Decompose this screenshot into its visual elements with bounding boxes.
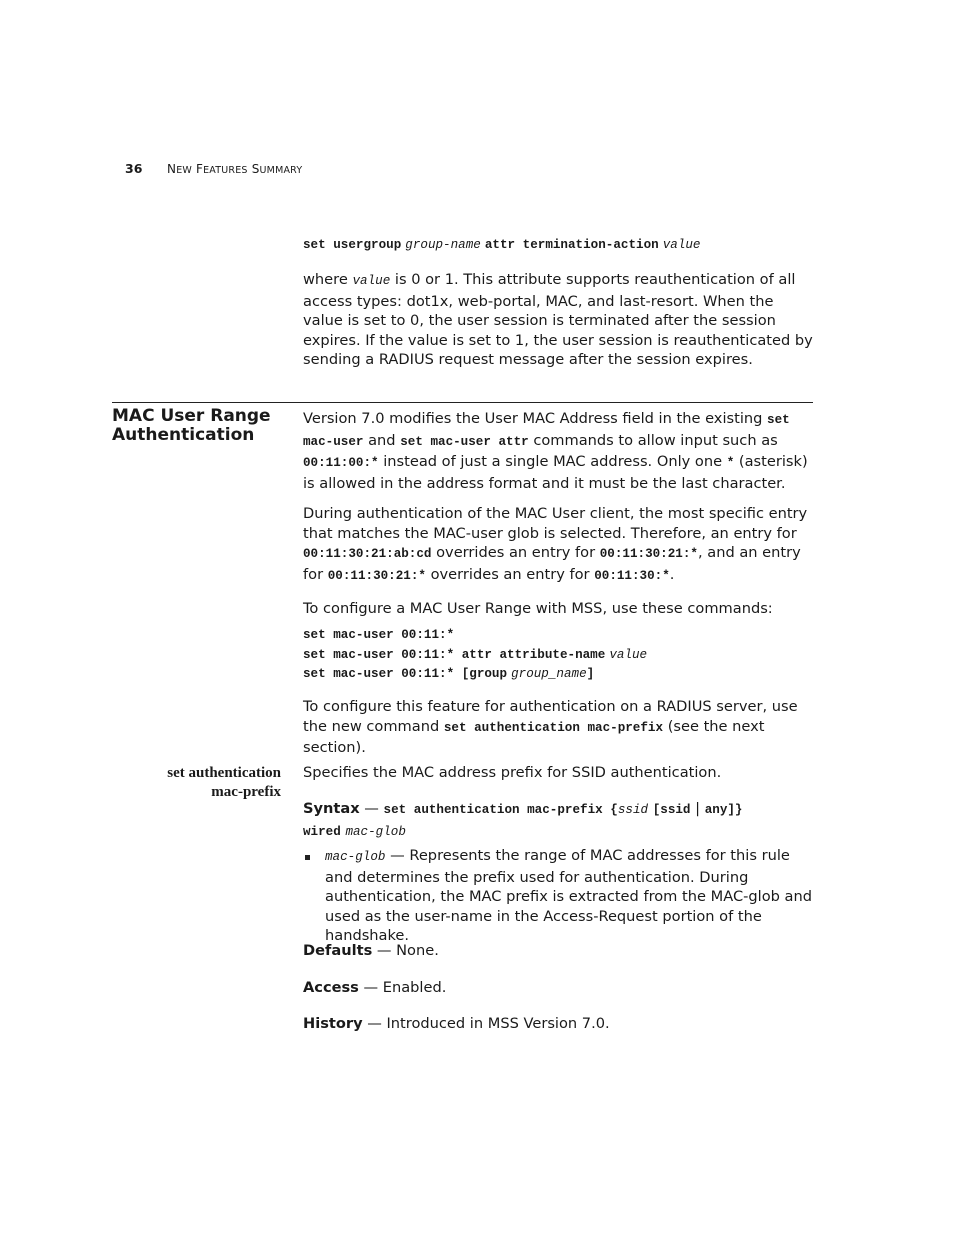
intro-paragraph	[303, 270, 815, 370]
command-title	[110, 764, 281, 802]
bullet-text: — Represents the range of MAC addresses for this rule and determines the prefix used for authentication. During authentication, the MAC prefix is extracted from the MAC-glob and used as the user-name in the Access-Request portion of the handshake.	[325, 847, 813, 945]
s-p1-c2: set mac-user attr	[400, 434, 529, 449]
s-p2-c3: 00:11:30:21:*	[327, 568, 426, 583]
code-line-3-c1: set mac-user 00:11:* [group	[303, 667, 508, 682]
s-p2-c1: 00:11:30:21:ab:cd	[303, 547, 432, 562]
code-line-1: set mac-user 00:11:*	[303, 628, 455, 642]
s-p1-t3: commands to allow input such as	[533, 431, 778, 449]
running-head	[167, 162, 302, 176]
section-title-line2: Authentication	[112, 425, 255, 445]
command-title-line1: set authentication	[167, 765, 281, 781]
s-p2-t5: .	[669, 565, 675, 583]
s-p1-t5: (asterisk) is allowed in the address format and it must be the last character.	[303, 453, 808, 492]
s-p2-t1: During authentication of the MAC User client, the most specific entry that matches the MAC-user glob is selected. Therefore, an entry for	[303, 505, 808, 542]
syntax-c1: set authentication mac-prefix {	[383, 803, 618, 817]
intro-code-i2: value	[662, 238, 701, 252]
intro-code-c2: attr termination-action	[484, 238, 659, 252]
s-p1-c3: 00:11:00:*	[303, 456, 379, 471]
rh-ummary: UMMARY	[259, 165, 303, 176]
syntax-block	[303, 799, 815, 842]
access-text: — Enabled.	[363, 979, 447, 996]
syntax-i1: ssid	[617, 803, 649, 817]
syntax-c4: wired	[303, 824, 341, 839]
intro-t2: is 0 or 1. This attribute supports reauthentication of all access types: dot1x, web-portal, MAC, and last-resort. When the value is set to 0, the user session is terminated after the session expires. If the value is set to 1, the user session is reauthenticated by sending a RADIUS request message after the session expires.	[303, 271, 813, 369]
intro-code	[303, 235, 701, 255]
intro-t1: where	[303, 271, 348, 288]
access-label: Access	[303, 979, 359, 996]
code-line-3-i: group_name	[511, 667, 587, 682]
code-line-2-c: set mac-user 00:11:* attr attribute-name	[303, 647, 606, 662]
s-p2-t2: overrides an entry for	[436, 544, 596, 562]
syntax-c3: any]}	[704, 803, 743, 817]
s-p2-c2: 00:11:30:21:*	[599, 547, 698, 562]
s-p4-t2: (see the next section).	[303, 717, 765, 757]
s-p2-t3: , and an entry for	[303, 544, 801, 583]
access-line	[303, 978, 446, 998]
rh-ew: EW	[176, 165, 192, 176]
bullet-term: mac-glob	[325, 850, 386, 864]
rh-f: F	[196, 162, 204, 176]
section-divider	[112, 402, 813, 403]
code-line-3-c2: ]	[586, 667, 595, 682]
section-paragraph-2	[303, 504, 815, 586]
bullet-icon	[305, 855, 310, 860]
intro-code-c1: set usergroup	[303, 238, 402, 252]
syntax-c2: [ssid	[652, 803, 691, 817]
rh-eatures: EATURES	[203, 165, 248, 176]
section-code-block	[303, 627, 647, 684]
s-p1-t4: instead of just a single MAC address. Only one	[383, 453, 723, 471]
history-text: — Introduced in MSS Version 7.0.	[367, 1015, 610, 1032]
s-p1-c1: set mac-user	[303, 413, 790, 449]
syntax-sep: |	[695, 800, 701, 817]
section-paragraph-1	[303, 409, 815, 493]
code-line-2	[303, 645, 647, 665]
intro-code-i1: group-name	[405, 238, 481, 252]
section-title-line1: MAC User Range	[112, 406, 271, 426]
s-p1-c4: *	[726, 456, 735, 471]
defaults-line	[303, 941, 439, 961]
s-p4-t1: To configure this feature for authentication on a RADIUS server, use the new command	[303, 698, 798, 735]
bullet-item	[325, 846, 815, 946]
command-description: Specifies the MAC address prefix for SSID authentication.	[303, 764, 722, 781]
section-title	[112, 407, 271, 445]
section-paragraph-3: To configure a MAC User Range with MSS, use these commands:	[303, 600, 773, 617]
syntax-i2: mac-glob	[345, 824, 406, 839]
defaults-label: Defaults	[303, 942, 373, 959]
s-p4-c1: set authentication mac-prefix	[443, 720, 664, 735]
history-line	[303, 1014, 610, 1034]
code-line-3	[303, 664, 647, 684]
history-label: History	[303, 1015, 363, 1032]
s-p1-t2: and	[368, 431, 396, 449]
syntax-label: Syntax	[303, 800, 360, 817]
syntax-dash: —	[364, 800, 379, 817]
defaults-text: — None.	[376, 942, 439, 959]
rh-s: S	[251, 162, 260, 176]
section-paragraph-4	[303, 697, 818, 758]
s-p2-t4: overrides an entry for	[430, 565, 590, 583]
command-title-line2: mac-prefix	[211, 784, 281, 800]
s-p2-c4: 00:11:30:*	[594, 568, 670, 583]
intro-i1: value	[352, 274, 391, 288]
s-p1-t1: Version 7.0 modifies the User MAC Address field in the existing	[303, 410, 763, 427]
rh-n: N	[167, 162, 177, 176]
code-line-2-i: value	[609, 647, 648, 662]
page-number: 36	[125, 161, 143, 176]
